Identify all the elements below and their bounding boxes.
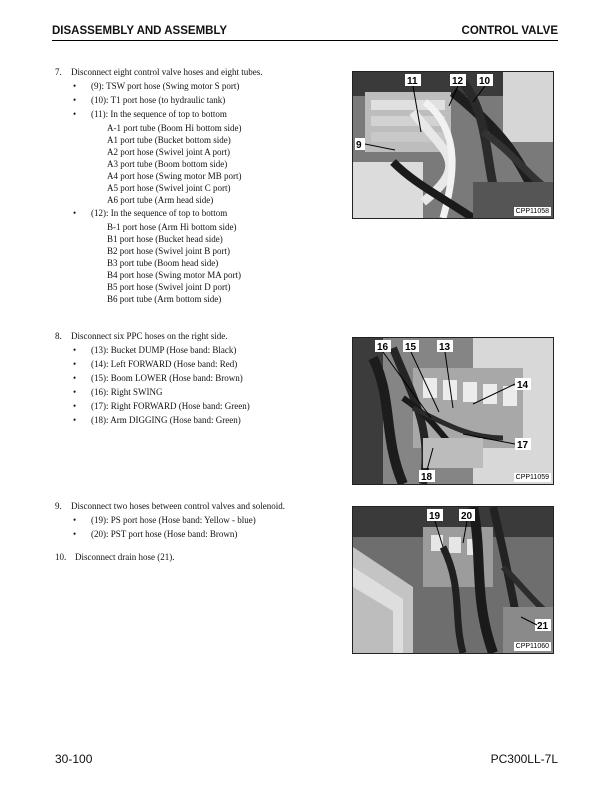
step-number: 7. <box>55 67 62 77</box>
callout-label: 12 <box>452 76 464 87</box>
photo-illustration <box>353 338 553 484</box>
port-item: A5 port hose (Swivel joint C port) <box>107 183 231 193</box>
callout-label: 21 <box>537 621 549 632</box>
photo-solenoid-hoses <box>352 506 554 654</box>
callout-label: 19 <box>429 511 441 522</box>
callout-label: 17 <box>517 440 529 451</box>
photo-ppc-hoses <box>352 337 554 485</box>
step-number: 8. <box>55 331 62 341</box>
port-item: B2 port hose (Swivel joint B port) <box>107 246 230 256</box>
step-text: Disconnect six PPC hoses on the right side. <box>71 331 228 341</box>
step-number: 9. <box>55 501 62 511</box>
callout-label: 20 <box>461 511 473 522</box>
callout-label: 9 <box>356 140 362 151</box>
callout-label: 14 <box>517 380 529 391</box>
callout-label: 10 <box>479 76 491 87</box>
header-rule <box>52 40 558 41</box>
photo-caption: CPP11058 <box>515 208 549 215</box>
port-item: A1 port tube (Bucket bottom side) <box>107 135 231 145</box>
page-number: 30-100 <box>55 752 93 766</box>
callout-label: 11 <box>407 76 418 87</box>
port-item: A-1 port tube (Boom Hi bottom side) <box>107 123 242 133</box>
photo-control-valve-hoses <box>352 71 554 219</box>
port-item: A3 port tube (Boom bottom side) <box>107 159 228 169</box>
port-item: A6 port tube (Arm head side) <box>107 195 214 205</box>
model-code: PC300LL-7L <box>490 752 558 766</box>
port-item: A2 port hose (Swivel joint A port) <box>107 147 230 157</box>
photo-illustration <box>353 72 553 218</box>
callout-label: 16 <box>377 342 389 353</box>
port-item: B6 port tube (Arm bottom side) <box>107 294 222 304</box>
step-text: Disconnect drain hose (21). <box>75 552 175 562</box>
port-item: B3 port tube (Boom head side) <box>107 258 219 268</box>
photo-caption: CPP11060 <box>515 643 549 650</box>
callout-label: 18 <box>421 472 433 483</box>
section-title: DISASSEMBLY AND ASSEMBLY <box>52 25 228 37</box>
port-item: B1 port hose (Bucket head side) <box>107 234 223 244</box>
component-title: CONTROL VALVE <box>461 25 558 37</box>
port-item: A4 port hose (Swing motor MB port) <box>107 171 242 181</box>
port-item: B5 port hose (Swivel joint D port) <box>107 282 231 292</box>
port-item: B4 port hose (Swing motor MA port) <box>107 270 241 280</box>
callout-label: 15 <box>405 342 417 353</box>
step-text: Disconnect eight control valve hoses and eight tubes. <box>71 67 263 77</box>
port-item: B-1 port hose (Arm Hi bottom side) <box>107 222 237 232</box>
callout-label: 13 <box>439 342 451 353</box>
photo-caption: CPP11059 <box>515 474 549 481</box>
step-number: 10. <box>55 552 67 562</box>
step-text: Disconnect two hoses between control valves and solenoid. <box>71 501 285 511</box>
page-header <box>52 25 558 41</box>
photo-illustration <box>353 507 553 653</box>
